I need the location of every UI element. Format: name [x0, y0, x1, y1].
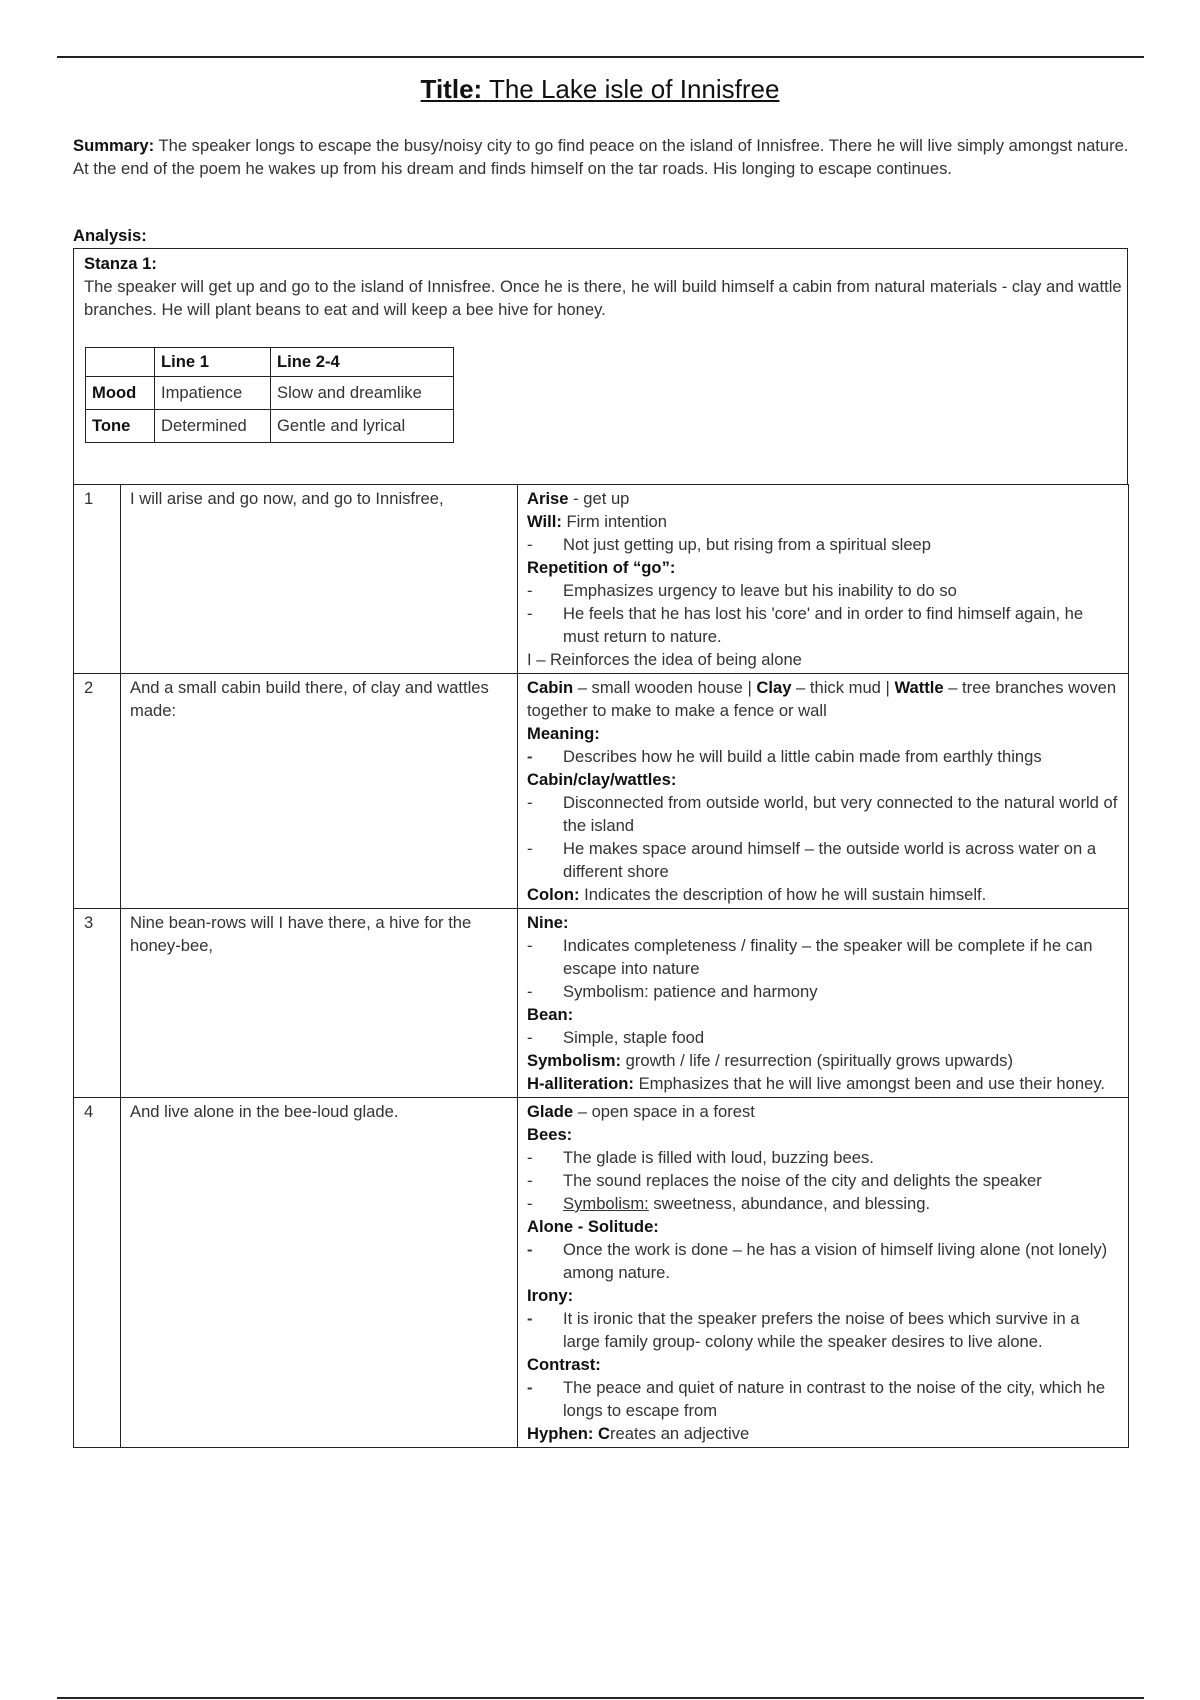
line-number: 2 [74, 674, 121, 909]
analysis-entry: I – Reinforces the idea of being alone [527, 650, 802, 669]
bullet-text: Symbolism: patience and harmony [563, 982, 818, 1001]
bullet-item [527, 1169, 1120, 1192]
underlined-term: Symbolism: [563, 1194, 649, 1213]
term: Colon: [527, 885, 580, 904]
term: Contrast: [527, 1355, 601, 1374]
dash-icon: - [527, 604, 533, 623]
bullet-item [527, 1376, 1120, 1422]
bullet-item [527, 934, 1120, 980]
definition: growth / life / resurrection (spiritually grows upwards) [621, 1051, 1013, 1070]
bullet-text: sweetness, abundance, and blessing. [648, 1194, 931, 1213]
analysis-heading: Analysis: [73, 226, 147, 245]
dash-icon: - [527, 1194, 533, 1213]
mood-header-line2-4: Line 2-4 [271, 348, 454, 377]
bullet-item [527, 1238, 1120, 1284]
term: Bean: [527, 1005, 574, 1024]
stanza-box [73, 248, 1128, 485]
mood-line1: Impatience [155, 377, 271, 410]
title-label: Title: [420, 74, 483, 104]
bullet-text: Simple, staple food [563, 1028, 705, 1047]
dash-icon: - [527, 1028, 533, 1047]
dot-icon: - [527, 1309, 533, 1328]
term: Arise [527, 489, 569, 508]
line-analysis-table [73, 484, 1129, 1448]
line-analysis [518, 1098, 1129, 1448]
bullet-text: Not just getting up, but rising from a spiritual sleep [563, 535, 932, 554]
tone-line2-4: Gentle and lyrical [271, 410, 454, 443]
term: Symbolism: [527, 1051, 622, 1070]
bullet-text: Once the work is done – he has a vision of himself living alone (not lonely) among nature. [563, 1240, 1108, 1282]
term: Irony: [527, 1286, 574, 1305]
stanza-description: The speaker will get up and go to the island of Innisfree. Once he is there, he will build himself a cabin from natural materials - clay and wattle branches. He will plant beans to eat and will keep a bee hive for honey. [84, 277, 1122, 319]
dash-icon: - [527, 839, 533, 858]
bullet-text: Indicates completeness / finality – the speaker will be complete if he can escape into nature [563, 936, 1093, 978]
tone-row [86, 410, 454, 443]
analysis-entry [527, 1422, 1120, 1445]
title-text: The Lake isle of Innisfree [482, 74, 780, 104]
line-number: 3 [74, 909, 121, 1098]
term: Nine: [527, 913, 569, 932]
definition: – small wooden house | [573, 678, 757, 697]
table-row [74, 909, 1129, 1098]
line-analysis [518, 485, 1129, 674]
analysis-heading [527, 1284, 1120, 1307]
bullet-item [527, 602, 1120, 648]
bullet-item [527, 980, 1120, 1003]
bullet-text: Describes how he will build a little cabin made from earthly things [563, 747, 1042, 766]
definition: reates an adjective [609, 1424, 750, 1443]
analysis-heading [527, 556, 1120, 579]
dash-icon: - [527, 581, 533, 600]
analysis-entry [527, 883, 1120, 906]
definition: - get up [568, 489, 630, 508]
analysis-entry [527, 510, 1120, 533]
bullet-text: The glade is filled with loud, buzzing bees. [563, 1148, 874, 1167]
term: Will: [527, 512, 562, 531]
bullet-text: It is ironic that the speaker prefers the noise of bees which survive in a large family group- colony while the speaker desires to live alone. [563, 1309, 1080, 1351]
poem-line: And a small cabin build there, of clay and wattles made: [121, 674, 518, 909]
dot-icon: - [527, 1378, 533, 1397]
mood-tone-table [85, 347, 454, 443]
term: Glade [527, 1102, 574, 1121]
line-number: 4 [74, 1098, 121, 1448]
dash-icon: - [527, 936, 533, 955]
poem-line: I will arise and go now, and go to Innisfree, [121, 485, 518, 674]
dash-icon: - [527, 1148, 533, 1167]
mood-line2-4: Slow and dreamlike [271, 377, 454, 410]
mood-header-line1: Line 1 [155, 348, 271, 377]
dash-icon: - [527, 535, 533, 554]
dot-icon: - [527, 1240, 533, 1259]
bullet-text: He feels that he has lost his 'core' and in order to find himself again, he must return to nature. [563, 604, 1084, 646]
analysis-entry [527, 1049, 1120, 1072]
bullet-item [527, 579, 1120, 602]
line-analysis [518, 909, 1129, 1098]
term: Wattle [894, 678, 944, 697]
analysis-heading [527, 1215, 1120, 1238]
bullet-item [527, 1026, 1120, 1049]
analysis-entry [527, 676, 1120, 722]
analysis-heading [527, 768, 1120, 791]
analysis-heading [527, 1003, 1120, 1026]
definition: Firm intention [561, 512, 668, 531]
stanza-heading: Stanza 1: [84, 254, 157, 273]
table-row [74, 485, 1129, 674]
term: Cabin [527, 678, 574, 697]
bullet-item [527, 1192, 1120, 1215]
dash-icon: - [527, 1171, 533, 1190]
term: Clay [756, 678, 792, 697]
bullet-item [527, 745, 1120, 768]
bullet-item [527, 1146, 1120, 1169]
definition: – thick mud | [791, 678, 895, 697]
dash-icon: - [527, 982, 533, 1001]
analysis-entry [527, 1100, 1120, 1123]
poem-line: And live alone in the bee-loud glade. [121, 1098, 518, 1448]
definition: – tree branches woven together to make to make a fence or wall [527, 678, 1117, 720]
definition: – open space in a forest [573, 1102, 755, 1121]
mood-table-header-row [86, 348, 454, 377]
term: H-alliteration: [527, 1074, 634, 1093]
dash-icon: - [527, 793, 533, 812]
term: Hyphen: C [527, 1424, 610, 1443]
table-row [74, 674, 1129, 909]
bullet-text: The peace and quiet of nature in contrast to the noise of the city, which he longs to escape from [563, 1378, 1106, 1420]
bullet-text: The sound replaces the noise of the city and delights the speaker [563, 1171, 1042, 1190]
bullet-item [527, 533, 1120, 556]
bullet-text: Disconnected from outside world, but very connected to the natural world of the island [563, 793, 1118, 835]
line-analysis [518, 674, 1129, 909]
term: Meaning: [527, 724, 600, 743]
term: Bees: [527, 1125, 573, 1144]
bullet-item [527, 837, 1120, 883]
tone-line1: Determined [155, 410, 271, 443]
definition: Emphasizes that he will live amongst been and use their honey. [633, 1074, 1105, 1093]
page-title [0, 74, 1200, 105]
analysis-heading [527, 911, 1120, 934]
analysis-entry [527, 1072, 1120, 1095]
term: Alone - Solitude: [527, 1217, 659, 1236]
bottom-rule [57, 1697, 1144, 1699]
tone-row-label: Tone [86, 410, 155, 443]
bullet-text: Emphasizes urgency to leave but his inability to do so [563, 581, 957, 600]
mood-row-label: Mood [86, 377, 155, 410]
term: Repetition of “go”: [527, 558, 676, 577]
bullet-item [527, 1307, 1120, 1353]
mood-header-empty [86, 348, 155, 377]
line-number: 1 [74, 485, 121, 674]
bullet-item [527, 791, 1120, 837]
poem-line: Nine bean-rows will I have there, a hive for the honey-bee, [121, 909, 518, 1098]
bullet-text: He makes space around himself – the outside world is across water on a different shore [563, 839, 1097, 881]
analysis-entry [527, 487, 1120, 510]
analysis-heading [527, 722, 1120, 745]
summary-label: Summary: [73, 136, 155, 155]
summary-text: The speaker longs to escape the busy/noisy city to go find peace on the island of Innisfree. There he will live simply amongst nature. At the end of the poem he wakes up from his dream and finds himself on the tar roads. His longing to escape continues. [73, 136, 1129, 178]
analysis-heading [527, 1353, 1120, 1376]
term: Cabin/clay/wattles: [527, 770, 677, 789]
mood-row [86, 377, 454, 410]
analysis-heading [527, 1123, 1120, 1146]
summary [73, 134, 1133, 180]
definition: Indicates the description of how he will sustain himself. [579, 885, 987, 904]
dot-icon: - [527, 747, 533, 766]
top-rule [57, 56, 1144, 58]
table-row [74, 1098, 1129, 1448]
